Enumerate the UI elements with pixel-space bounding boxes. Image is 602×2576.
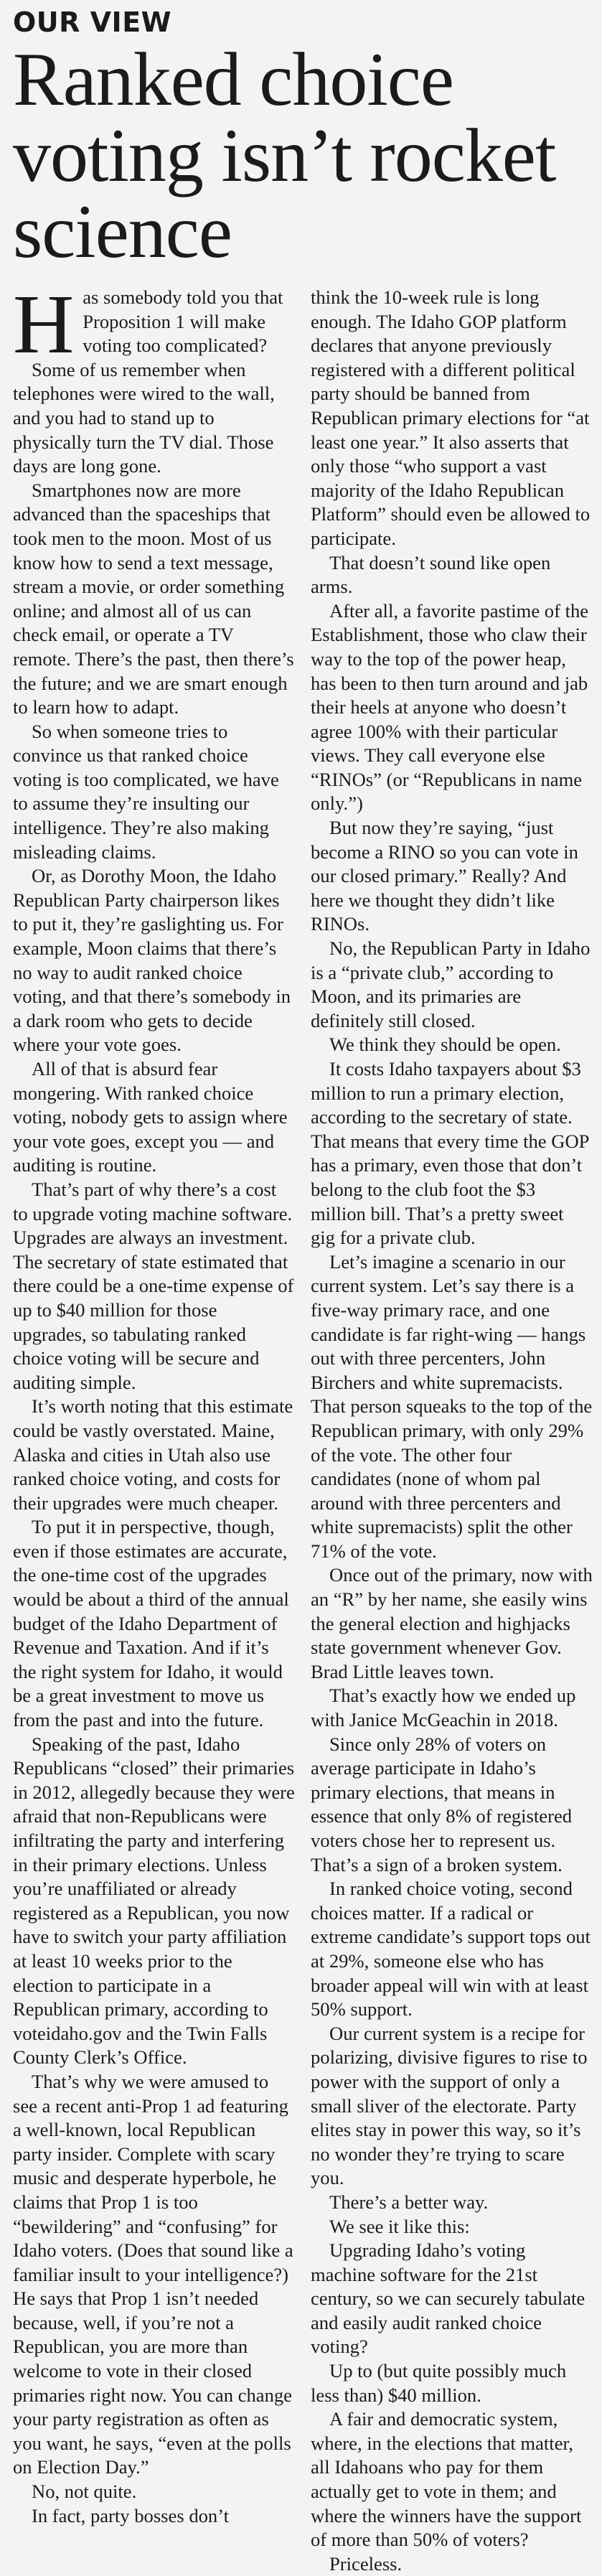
paragraph: That’s part of why there’s a cost to upgrade voting machine software. Upgrades are always an investment. The secretary of state estimated that there could be a one-time expense of up to $40 million for those upgrades, so tabulating ranked choice voting will be secure and auditing simple. [13,1178,294,1393]
right-column [311,286,593,2576]
paragraph: That’s exactly how we ended up with Janice McGeachin in 2018. [311,1685,576,1731]
paragraph: Or, as Dorothy Moon, the Idaho Republican Party chairperson likes to put it, they’re gaslighting us. For example, Moon claims that there’s no way to audit ranked choice voting, and that there’s somebody in a dark room who gets to decide where your vote goes. [13,865,291,1056]
paragraph: That doesn’t sound like open arms. [311,551,551,598]
lead-paragraph [13,277,295,371]
paragraph: After all, a favorite pastime of the Establishment, those who claw their way to the top of the power heap, has been to then turn around and jab their heels at anyone who doesn’t agree 100% with their particular views. They call everyone else “RINOs” (or “Republicans in name only.”) [311,599,589,815]
paragraph: That’s why we were amused to see a recent anti-Prop 1 ad featuring a well-known, local Republican party insider. Complete with scary music and desperate hyperbole, he claims that Prop 1 is too “bewildering” and “confusing” for Idaho voters. (Does that sound like a familiar insult to your intelligence?) He says that Prop 1 isn’t needed because, well, if you’re not a Republican, you are more than welcome to vote in their closed primaries right now. You can change your party registration as often as you want, he says, “even at the polls on Election Day.” [13,2070,293,2478]
article-body [9,277,593,2576]
paragraph: Our current system is a recipe for polarizing, divisive figures to rise to power with the support of only a small sliver of the electorate. Party elites stay in power this way, so it’s no wonder they’re trying to scare you. [311,2022,588,2189]
drop-cap: H [13,277,75,371]
paragraph: We see it like this: [329,2215,470,2237]
paragraph: Let’s imagine a scenario in our current system. Let’s say there is a five-way primary race, and one candidate is far right-wing — hangs out with three percenters, John Birchers and white supremacists. That person squeaks to the top of the Republican primary, with only 29% of the vote. The other four candidates (none of whom pal around with three percenters and white supremacists) split the other 71% of the vote. [311,1250,593,1562]
paragraph: We think they should be open. [329,1034,561,1056]
paragraph: Smartphones now are more advanced than the spaceships that took men to the moon. Most of us know how to send a text message, stream a movie, or order something online; and almost all of us can check email, or operate a TV remote. There’s the past, then there’s the future; and we are smart enough to learn how to adapt. [13,479,294,718]
paragraph: It’s worth noting that this estimate could be vastly overstated. Maine, Alaska and cities in Utah also use ranked choice voting, and costs for their upgrades were much cheaper. [13,1395,293,1514]
paragraph: It costs Idaho taxpayers about $3 million to run a primary election, according to the secretary of state. That means that every time the GOP has a primary, even those that don’t belong to the club foot the $3 million bill. That’s a pretty sweet gig for a private club. [311,1058,589,1249]
paragraph: So when someone tries to convince us that ranked choice voting is too complicated, we have to assume they’re insulting our intelligence. They’re also making misleading claims. [13,720,279,863]
paragraph: Speaking of the past, Idaho Republicans “closed” their primaries in 2012, allegedly because they were afraid that non-Republicans were infiltrating the party and interfering in their primary elections. Unless you’re unaffiliated or already registered as a Republican, you now have to switch your party affiliation at least 10 weeks prior to the election to participate in a Republican primary, according to voteidaho.gov and the Twin Falls County Clerk’s Office. [13,1733,295,2069]
paragraph: No, the Republican Party in Idaho is a “private club,” according to Moon, and its primaries are definitely still closed. [311,937,591,1031]
paragraph: Up to (but quite possibly much less than) $40 million. [311,2360,567,2406]
lead-text: as somebody told you that Proposition 1 will make voting too complicated? [83,286,283,357]
paragraph: But now they’re saying, “just become a RINO so you can vote in our closed primary.” Really? And here we thought they didn’t like RINOs. [311,817,578,935]
section-label: OUR VIEW [13,6,172,38]
headline: Ranked choice voting isn’t rocket science [13,37,556,273]
paragraph: Once out of the primary, now with an “R” by her name, she easily wins the general election and highjacks state government whenever Gov. Brad Little leaves town. [311,1564,593,1682]
paragraph: Upgrading Idaho’s voting machine software for the 21st century, so we can securely tabulate and easily audit ranked choice voting? [311,2239,585,2358]
closing-paragraph: Priceless. [329,2552,403,2575]
paragraph: There’s a better way. [329,2191,489,2213]
left-column [13,277,295,2576]
paragraph: Since only 28% of voters on average participate in Idaho’s primary elections, that means in essence that only 8% of registered voters chose her to represent us. That’s a sign of a broken system. [311,1733,573,1875]
paragraph: To put it in perspective, though, even if those estimates are accurate, the one-time cost of the upgrades would be about a third of the annual budget of the Idaho Department of Revenue and Taxation. And if it’s the right system for Idaho, it would be a great investment to move us from the past and into the future. [13,1516,289,1731]
paragraph: In ranked choice voting, second choices matter. If a radical or extreme candidate’s support tops out at 29%, someone else who has broader appeal will win with at least 50% support. [311,1878,591,2020]
paragraph: Some of us remember when telephones were wired to the wall, and you had to stand up to physically turn the TV dial. Those days are long gone. [13,358,275,477]
paragraph: A fair and democratic system, where, in the elections that matter, all Idahoans who pay for them actually get to vote in them; and where the winners have the support of more than 50% of voters? [311,2408,582,2551]
continued-paragraph: think the 10-week rule is long enough. The Idaho GOP platform declares that anyone previously registered with a different political party should be banned from Republican primary elections for “at least one year.” It also asserts that only those “who support a vast majority of the Idaho Republican Platform” should even be allowed to participate. [311,286,591,549]
paragraph: All of that is absurd fear mongering. With ranked choice voting, nobody gets to assign where your vote goes, except you — and auditing is routine. [13,1058,288,1176]
paragraph: No, not quite. [32,2481,137,2503]
paragraph: In fact, party bosses don’t [32,2504,229,2526]
